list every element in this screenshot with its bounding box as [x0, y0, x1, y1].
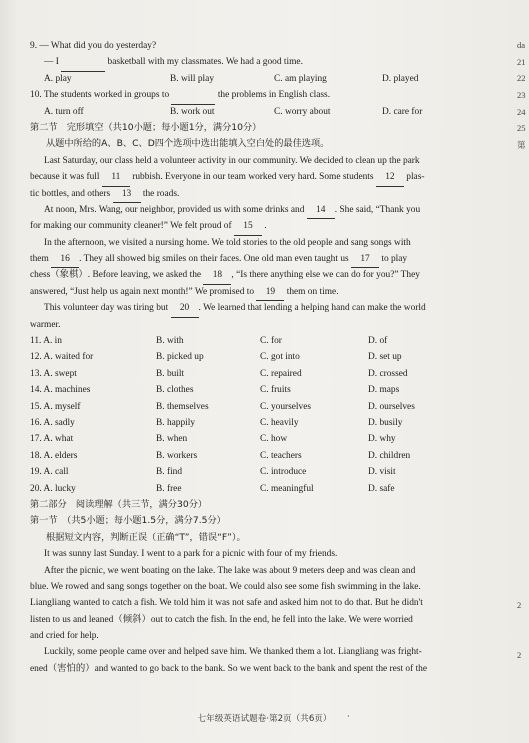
option-a: A. play	[44, 73, 72, 84]
passage-line	[30, 251, 480, 267]
option-a: 20. A. lucky	[30, 483, 76, 494]
part2-subheading: 第一节 （共5小题；每小题1.5分，满分7.5分）	[30, 515, 226, 527]
option-b: B. workers	[156, 450, 198, 461]
passage-line	[30, 267, 480, 283]
option-c: C. fruits	[260, 385, 291, 396]
passage-text: In the afternoon, we visited a nursing home. We told stories to the old people and sang songs with	[44, 237, 411, 248]
cloze-option-row	[30, 481, 480, 497]
option-c: C. yourselves	[260, 401, 312, 412]
passage-line	[30, 186, 480, 202]
passage-text: the roads.	[140, 188, 180, 199]
q9-blank	[61, 54, 105, 71]
section2-heading: 第二节 完形填空（共10小题；每小题1分，满分10分）	[30, 121, 262, 133]
q10-blank	[171, 87, 215, 104]
option-b: B. clothes	[156, 385, 194, 396]
margin-fragment: 25	[517, 123, 526, 133]
passage-line	[30, 317, 480, 333]
passage-line	[30, 284, 480, 300]
option-d: D. visit	[368, 467, 396, 478]
reading-line: Liangliang wanted to catch a fish. We told him it was not safe and asked him not to do that. But he didn't	[30, 598, 423, 609]
option-c: C. meaningful	[260, 483, 314, 494]
passage-text: .	[261, 221, 267, 232]
cloze-option-row	[30, 431, 480, 447]
reading-line: listen to us and leaned（倾斜）out to catch the fish. In the end, he fell into the lake. We were worried	[30, 614, 413, 625]
margin-fragment: 第	[517, 140, 526, 150]
option-b: B. themselves	[156, 401, 209, 412]
option-b: B. when	[156, 434, 188, 445]
passage-line	[30, 153, 480, 169]
q9-options	[44, 71, 480, 87]
passage-text: . She said, “Thank you	[334, 204, 421, 215]
cloze-option-row	[30, 415, 480, 431]
cloze-blank: 14	[307, 202, 335, 219]
cloze-blank: 17	[351, 251, 379, 268]
cloze-passage	[30, 153, 480, 333]
passage-line	[30, 202, 480, 218]
reading-passage	[30, 546, 480, 677]
passage-line	[30, 169, 480, 185]
passage-text: them on time.	[284, 286, 339, 297]
option-a: 18. A. elders	[30, 450, 78, 461]
cloze-blank: 20	[171, 300, 199, 317]
option-d: D. set up	[368, 352, 402, 363]
passage-text: . We learned that lending a helping hand can make the world	[198, 303, 426, 314]
passage-text: , “Is there anything else we can do for you?” They	[231, 270, 420, 281]
option-d: D. care for	[382, 106, 423, 117]
passage-text: rubbish. Everyone in our team worked very hard. Some students	[129, 172, 376, 183]
reading-line: ened（害怕的）and wanted to go back to the bank. So we went back to the bank and spent the rest of the	[30, 663, 428, 674]
passage-line	[30, 300, 480, 316]
option-a: 11. A. in	[30, 336, 62, 347]
margin-fragment: 2	[517, 650, 522, 660]
option-d: D. safe	[368, 483, 395, 494]
option-a: 12. A. waited for	[30, 352, 94, 363]
passage-text: answered, “Just help us again next month!” We promised to	[30, 286, 257, 297]
cloze-blank: 18	[203, 267, 231, 284]
option-d: D. crossed	[368, 368, 408, 379]
option-d: D. played	[382, 73, 419, 84]
cloze-option-row	[30, 464, 480, 480]
option-d: D. busily	[368, 417, 403, 428]
option-c: C. worry about	[274, 106, 331, 117]
cloze-blank: 19	[256, 284, 284, 301]
margin-fragment: 2	[517, 600, 522, 610]
part2-heading: 第二部分 阅读理解（共三节，满分30分）	[30, 498, 208, 510]
reading-line: blue. We rowed and sang songs together on the boat. We could also see some fish swimming in the lake.	[30, 581, 421, 592]
passage-text: for making our community cleaner!” We felt proud of	[30, 221, 234, 232]
option-c: C. got into	[260, 352, 300, 363]
option-a: 19. A. call	[30, 467, 69, 478]
option-a: 15. A. myself	[30, 401, 81, 412]
option-b: B. built	[156, 368, 185, 379]
passage-text: to play	[379, 254, 408, 265]
margin-fragment: 24	[517, 107, 526, 117]
option-c: C. how	[260, 434, 288, 445]
passage-text: warmer.	[30, 319, 61, 330]
option-b: B. work out	[170, 106, 215, 117]
cloze-blank: 16	[51, 251, 79, 268]
reading-line: After the picnic, we went boating on the lake. The lake was about 9 meters deep and was clean and	[44, 565, 416, 576]
q10-options	[44, 104, 480, 120]
cloze-option-row	[30, 399, 480, 415]
passage-line	[30, 218, 480, 234]
q9-stem: 9. — What did you do yesterday?	[30, 41, 157, 51]
option-a: 14. A. machines	[30, 385, 91, 396]
cloze-option-row	[30, 333, 480, 349]
part2-instruction: 根据短文内容，判断正误（正确“T”，错误“F”）。	[46, 531, 246, 543]
passage-text: because it was full	[30, 172, 102, 183]
margin-fragment: 21	[517, 57, 526, 67]
page-content	[30, 38, 480, 677]
margin-fragment: da	[517, 40, 526, 50]
option-d: D. maps	[368, 385, 400, 396]
option-a: A. turn off	[44, 106, 84, 117]
cloze-option-row	[30, 349, 480, 365]
passage-text: chess（象棋）. Before leaving, we asked the	[30, 270, 204, 281]
cloze-blank: 15	[234, 218, 262, 235]
reading-line: and cried for help.	[30, 631, 99, 642]
margin-fragment: 22	[517, 73, 526, 83]
option-b: B. find	[156, 467, 183, 478]
option-a: 17. A. what	[30, 434, 74, 445]
q9-answer-line: — I basketball with my classmates. We had a good time.	[30, 54, 480, 70]
option-a: 13. A. swept	[30, 368, 77, 379]
option-b: B. picked up	[156, 352, 204, 363]
cloze-options	[30, 333, 480, 497]
option-d: D. of	[368, 336, 388, 347]
option-b: B. happily	[156, 417, 196, 428]
cloze-option-row	[30, 366, 480, 382]
passage-text: . They all showed big smiles on their faces. One old man even taught us	[79, 254, 351, 265]
passage-line	[30, 235, 480, 251]
option-c: C. repaired	[260, 368, 302, 379]
cloze-option-row	[30, 448, 480, 464]
cloze-blank: 11	[102, 169, 130, 186]
cloze-blank: 13	[113, 186, 141, 203]
footer-text: 七年级英语试题卷·第2页（共6页）	[197, 714, 332, 724]
passage-text: plas-	[403, 172, 425, 183]
option-b: B. free	[156, 483, 182, 494]
cloze-blank: 12	[376, 169, 404, 186]
footer-dot: ·	[347, 712, 350, 722]
option-a: 16. A. sadly	[30, 417, 75, 428]
option-d: D. why	[368, 434, 396, 445]
option-b: B. will play	[170, 73, 215, 84]
passage-text: tic bottles, and others	[30, 188, 113, 199]
option-d: D. children	[368, 450, 411, 461]
reading-line: Luckily, some people came over and helped save him. We thanked them a lot. Liangliang was fright-	[44, 647, 422, 658]
page-footer	[0, 712, 529, 724]
passage-text: them	[30, 254, 52, 265]
option-b: B. with	[156, 336, 184, 347]
margin-fragment: 23	[517, 90, 526, 100]
passage-text: Last Saturday, our class held a volunteer activity in our community. We decided to clean up the park	[44, 155, 420, 166]
section2-instruction: 从题中所给的A、B、C、D四个选项中选出能填入空白处的最佳选项。	[46, 138, 330, 150]
passage-text: At noon, Mrs. Wang, our neighbor, provided us with some drinks and	[44, 204, 307, 215]
passage-text: This volunteer day was tiring but	[44, 303, 171, 314]
option-c: C. for	[260, 336, 282, 347]
option-c: C. introduce	[260, 467, 307, 478]
option-c: C. teachers	[260, 450, 302, 461]
option-c: C. heavily	[260, 417, 299, 428]
q10-stem: 10. The students worked in groups to the problems in English class.	[30, 87, 480, 103]
option-d: D. ourselves	[368, 401, 415, 412]
reading-line: It was sunny last Sunday. I went to a park for a picnic with four of my friends.	[44, 549, 338, 560]
cloze-option-row	[30, 382, 480, 398]
option-c: C. am playing	[274, 73, 327, 84]
